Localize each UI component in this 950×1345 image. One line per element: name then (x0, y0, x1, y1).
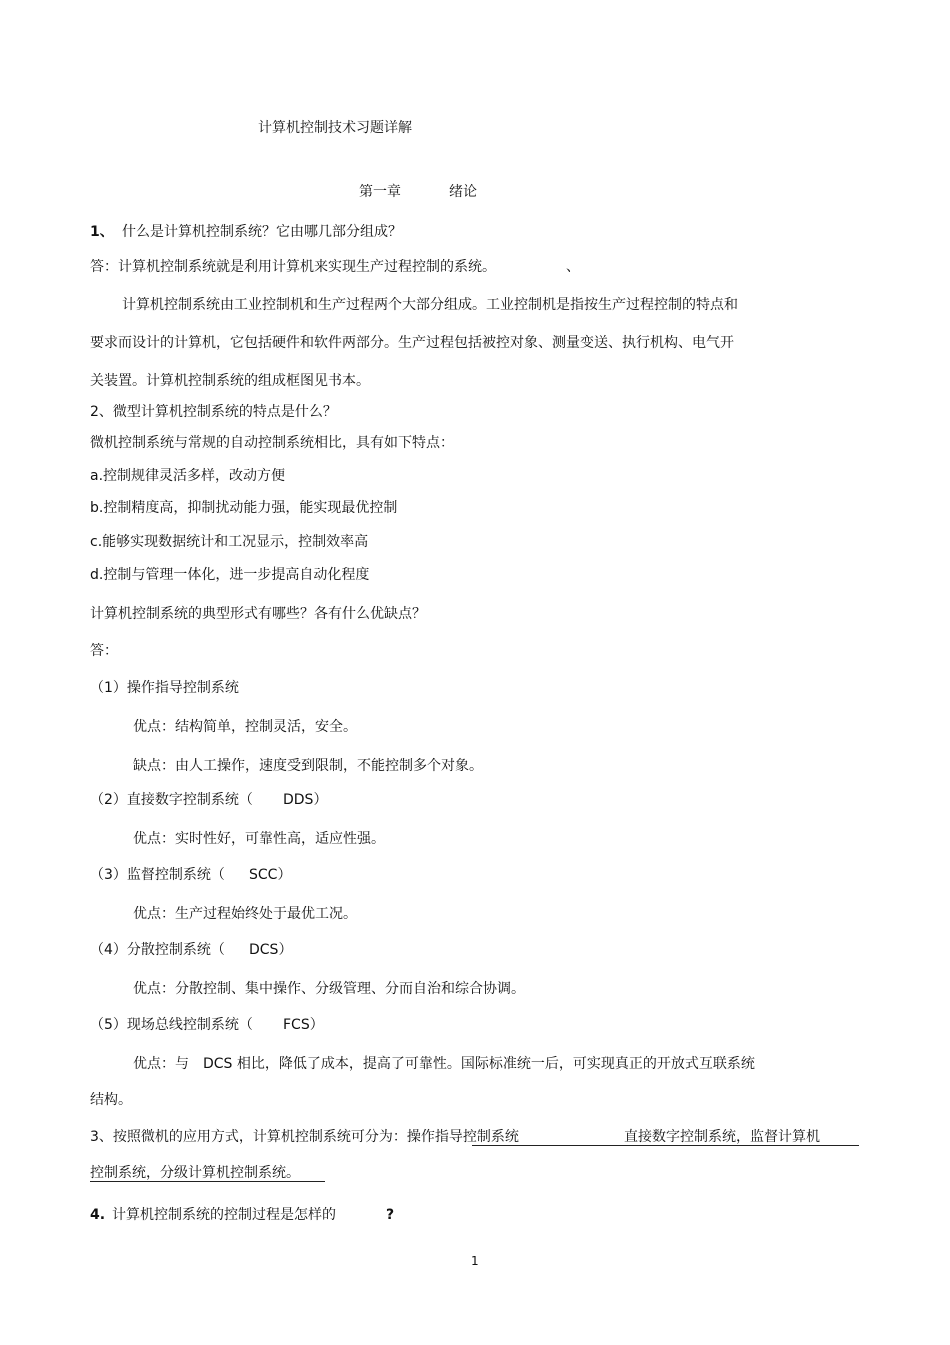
system-heading: （5）现场总线控制系统（ (90, 1017, 253, 1033)
q3b-line: 直接数字控制系统，监督计算机 (624, 1129, 820, 1145)
q4-number: 4. (90, 1207, 106, 1223)
q3b-line: 控制系统，分级计算机控制系统。 (90, 1165, 300, 1181)
q2-item: c.能够实现数据统计和工况显示，控制效率高 (90, 534, 369, 550)
q2-item: d.控制与管理一体化，进一步提高自动化程度 (90, 567, 370, 583)
q1-para-line: 关装置。计算机控制系统的组成框图见书本。 (90, 373, 370, 389)
q2-item: a.控制规律灵活多样，改动方便 (90, 468, 286, 484)
system-pro: 优点：分散控制、集中操作、分级管理、分而自治和综合协调。 (133, 981, 525, 997)
system-abbr: DDS） (283, 792, 328, 808)
system-abbr: DCS） (249, 942, 293, 958)
q2-intro: 微机控制系统与常规的自动控制系统相比，具有如下特点： (90, 435, 454, 451)
q1-answer-mark: 、 (566, 259, 580, 275)
system-heading: （1）操作指导控制系统 (90, 680, 239, 696)
q3b-line: 3、按照微机的应用方式，计算机控制系统可分为：操作指导控制系统 (90, 1129, 519, 1145)
system-con: 缺点：由人工操作，速度受到限制，不能控制多个对象。 (133, 758, 483, 774)
q1-para-line: 计算机控制系统由工业控制机和生产过程两个大部分组成。工业控制机是指按生产过程控制的特点和 (122, 297, 738, 313)
system-pro: 优点：实时性好，可靠性高，适应性强。 (133, 831, 385, 847)
system-pro: 优点：与 (133, 1056, 189, 1072)
page-number: 1 (471, 1254, 479, 1268)
q2-item: b.控制精度高，抑制扰动能力强，能实现最优控制 (90, 500, 398, 516)
chapter-name: 绪论 (449, 184, 477, 200)
system-heading: （2）直接数字控制系统（ (90, 792, 253, 808)
system-pro: 优点：生产过程始终处于最优工况。 (133, 906, 357, 922)
system-heading: （3）监督控制系统（ (90, 867, 225, 883)
q1-para-line: 要求而设计的计算机，它包括硬件和软件两部分。生产过程包括被控对象、测量变送、执行机构、电气开 (90, 335, 734, 351)
system-pro: DCS 相比，降低了成本，提高了可靠性。国际标准统一后，可实现真正的开放式互联系统 (203, 1056, 755, 1072)
q2-question: 2、微型计算机控制系统的特点是什么？ (90, 404, 337, 420)
system-abbr: SCC） (249, 867, 292, 883)
q1-number: 1、 (90, 224, 114, 240)
q4-question-mark: ? (386, 1207, 395, 1223)
system-pro: 结构。 (90, 1092, 132, 1108)
system-abbr: FCS） (283, 1017, 324, 1033)
q3-answer-label: 答： (90, 643, 118, 659)
q1-answer: 答：计算机控制系统就是利用计算机来实现生产过程控制的系统。 (90, 259, 496, 275)
system-pro: 优点：结构简单，控制灵活，安全。 (133, 719, 357, 735)
q1-question: 什么是计算机控制系统？它由哪几部分组成？ (122, 224, 402, 240)
chapter-number: 第一章 (359, 184, 401, 200)
q3-question: 计算机控制系统的典型形式有哪些？各有什么优缺点？ (90, 606, 426, 622)
q4-question: 计算机控制系统的控制过程是怎样的 (112, 1207, 336, 1223)
doc-title: 计算机控制技术习题详解 (258, 120, 412, 136)
underline (90, 1181, 325, 1182)
system-heading: （4）分散控制系统（ (90, 942, 225, 958)
underline (472, 1145, 859, 1146)
